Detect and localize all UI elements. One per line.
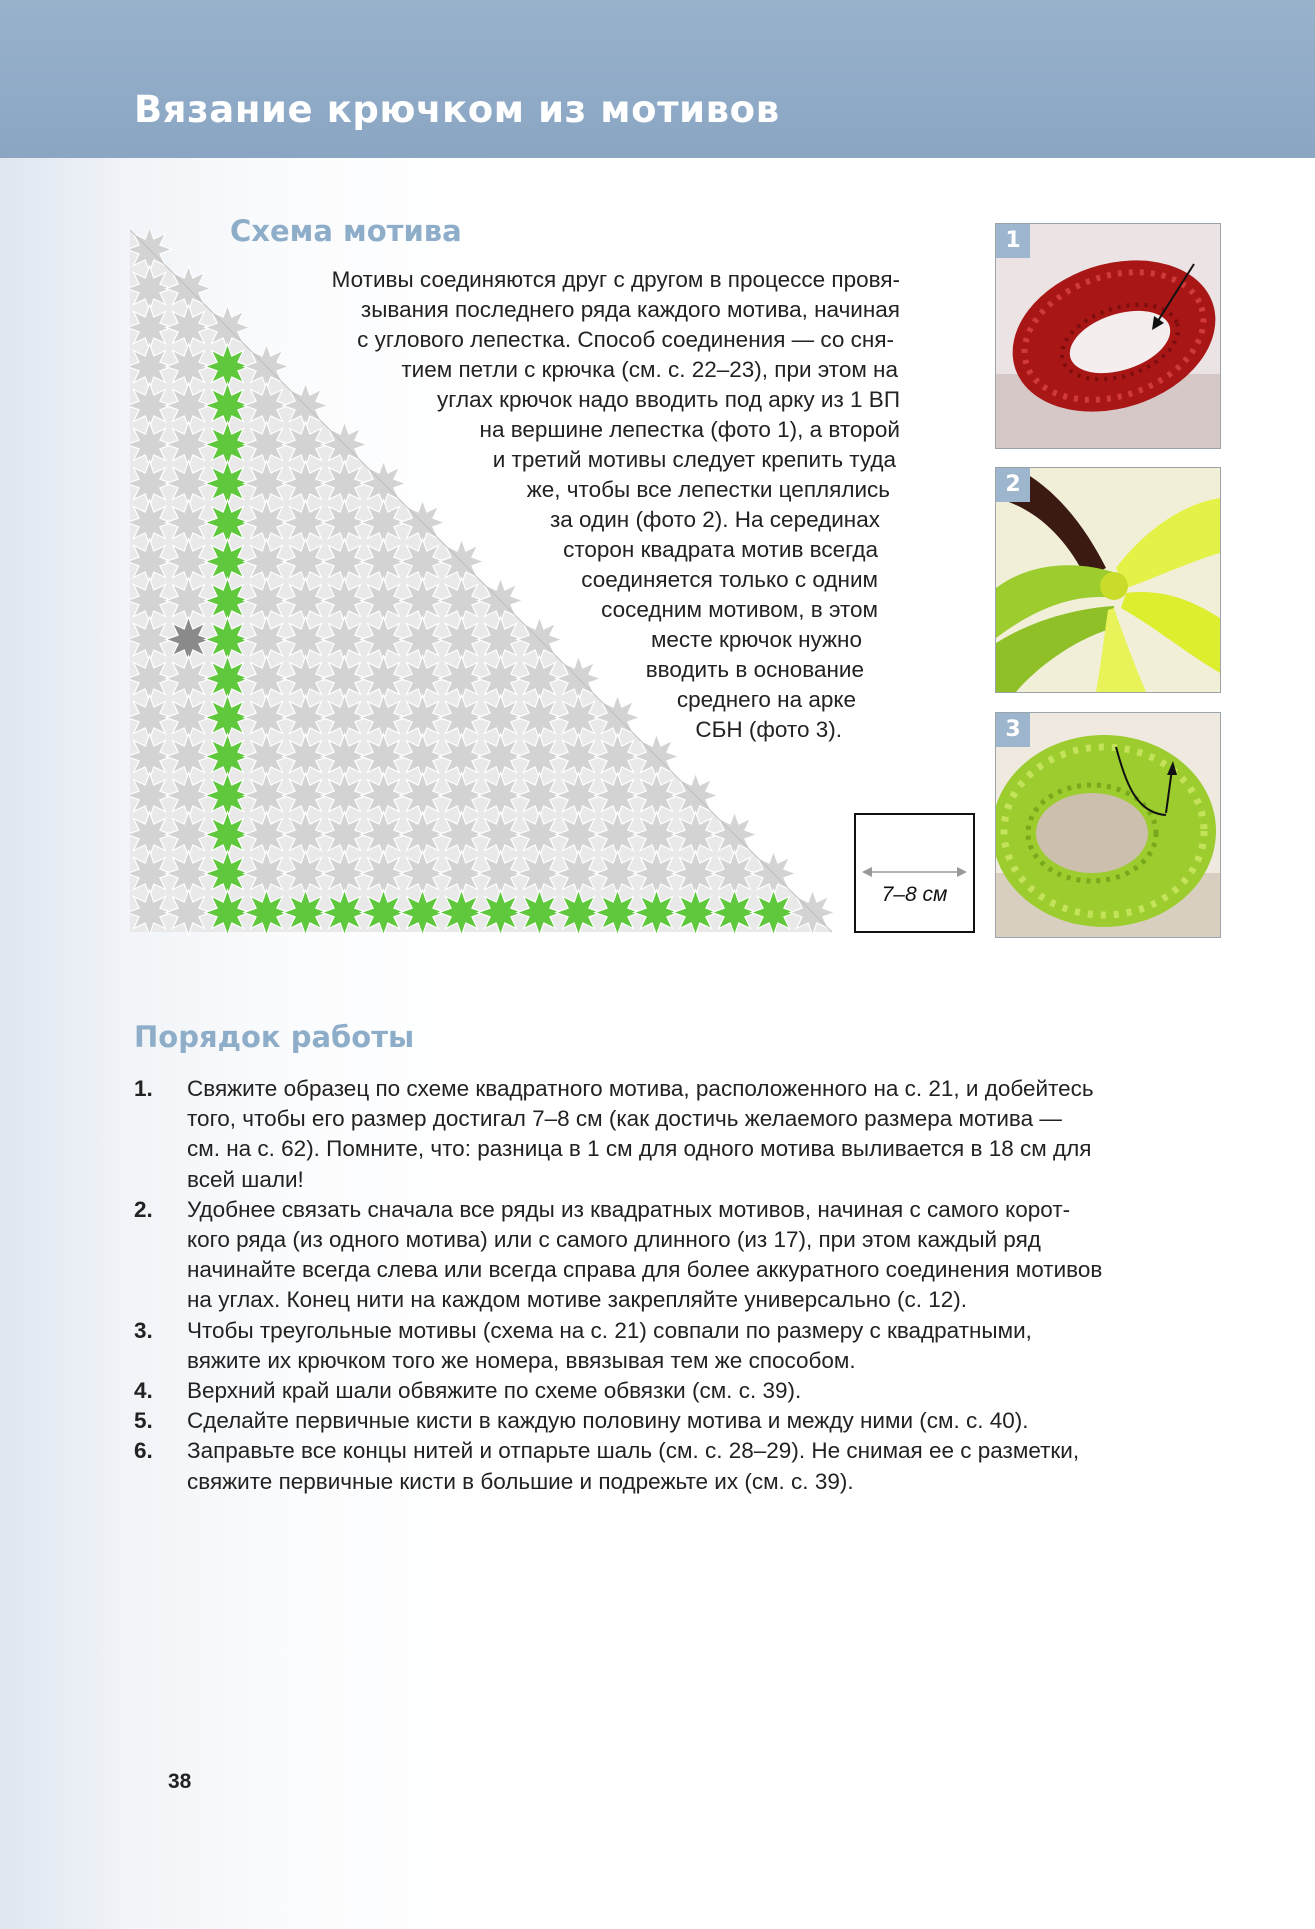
photo-1 xyxy=(995,223,1221,449)
step-text-line: Верхний край шали обвяжите по схеме обвязки (см. с. 39). xyxy=(187,1378,802,1404)
step-item xyxy=(134,1406,1224,1436)
header-banner xyxy=(0,0,1315,158)
motif-text-line: за один (фото 2). На серединах xyxy=(549,507,880,532)
step-item xyxy=(134,1316,1224,1376)
step-text-line: кого ряда (из одного мотива) или с самого длинного (из 17), при этом каждый ряд xyxy=(187,1227,1041,1253)
motif-text-line: соединяется только с одним xyxy=(581,567,878,592)
motif-text-line: СБН (фото 3). xyxy=(695,717,842,742)
step-text-line: того, чтобы его размер достигал 7–8 см (как достичь желаемого размера мотива — xyxy=(187,1106,1062,1132)
step-text-line: см. на с. 62). Помните, что: разница в 1 см для одного мотива выливается в 18 см для xyxy=(187,1136,1092,1162)
step-text-line: Удобнее связать сначала все ряды из квадратных мотивов, начиная с самого корот- xyxy=(187,1196,1071,1222)
step-text-line: Заправьте все концы нитей и отпарьте шаль (см. с. 28–29). Не снимая ее с разметки, xyxy=(187,1438,1080,1464)
motif-text-line: и третий мотивы следует крепить туда xyxy=(492,447,896,472)
size-label: 7–8 см xyxy=(881,883,948,906)
photo-3 xyxy=(995,712,1221,938)
photo-number: 1 xyxy=(996,224,1030,258)
motif-text-line: среднего на арке xyxy=(676,687,856,712)
step-text-line: на углах. Конец нити на каждом мотиве закрепляйте универсально (с. 12). xyxy=(187,1287,968,1313)
step-item xyxy=(134,1436,1224,1496)
photo-2 xyxy=(995,467,1221,693)
step-item xyxy=(134,1074,1224,1195)
motif-text-line: месте крючок нужно xyxy=(650,627,862,652)
page-title: Вязание крючком из мотивов xyxy=(134,88,780,131)
step-item xyxy=(134,1376,1224,1406)
motif-text-line: углах крючок надо вводить под арку из 1 ВП xyxy=(437,387,900,412)
motif-text-line: Мотивы соединяются друг с другом в процессе провя- xyxy=(331,267,900,292)
page-number: 38 xyxy=(168,1770,192,1793)
step-number: 6. xyxy=(134,1438,153,1464)
steps-list xyxy=(134,1074,1224,1497)
motif-description xyxy=(200,265,900,745)
motif-size-box xyxy=(854,813,975,933)
step-text-line: начинайте всегда слева или всегда справа для более аккуратного соединения мотивов xyxy=(187,1257,1103,1283)
motif-scheme-heading: Схема мотива xyxy=(230,214,462,248)
step-text-line: Свяжите образец по схеме квадратного мотива, расположенного на с. 21, и добейтесь xyxy=(187,1076,1094,1101)
step-number: 4. xyxy=(134,1378,153,1404)
step-number: 1. xyxy=(134,1076,153,1101)
step-item xyxy=(134,1195,1224,1316)
photo-number: 3 xyxy=(996,713,1030,747)
motif-text-line: же, чтобы все лепестки цеплялись xyxy=(526,477,890,502)
motif-text-line: сторон квадрата мотив всегда xyxy=(563,537,878,562)
motif-text-line: на вершине лепестка (фото 1), а второй xyxy=(479,417,900,442)
step-text-line: Сделайте первичные кисти в каждую половину мотива и между ними (см. с. 40). xyxy=(187,1408,1029,1434)
order-heading: Порядок работы xyxy=(134,1020,415,1054)
step-text-line: вяжите их крючком того же номера, ввязывая тем же способом. xyxy=(187,1347,856,1373)
motif-text-line: зывания последнего ряда каждого мотива, начиная xyxy=(360,297,900,322)
step-number: 2. xyxy=(134,1196,153,1222)
step-text-line: всей шали! xyxy=(187,1166,304,1192)
step-text-line: свяжите первичные кисти в большие и подрежьте их (см. с. 39). xyxy=(187,1468,854,1494)
motif-text-line: тием петли с крючка (см. с. 22–23), при этом на xyxy=(401,357,898,382)
size-arrow-icon xyxy=(856,815,973,931)
step-number: 3. xyxy=(134,1317,153,1343)
step-number: 5. xyxy=(134,1408,153,1434)
motif-text-line: соседним мотивом, в этом xyxy=(601,597,878,622)
motif-text-line: вводить в основание xyxy=(645,657,864,682)
step-text-line: Чтобы треугольные мотивы (схема на с. 21) совпали по размеру с квадратными, xyxy=(187,1317,1032,1343)
motif-text-line: с углового лепестка. Способ соединения — со сня- xyxy=(357,327,894,352)
photo-number: 2 xyxy=(996,468,1030,502)
